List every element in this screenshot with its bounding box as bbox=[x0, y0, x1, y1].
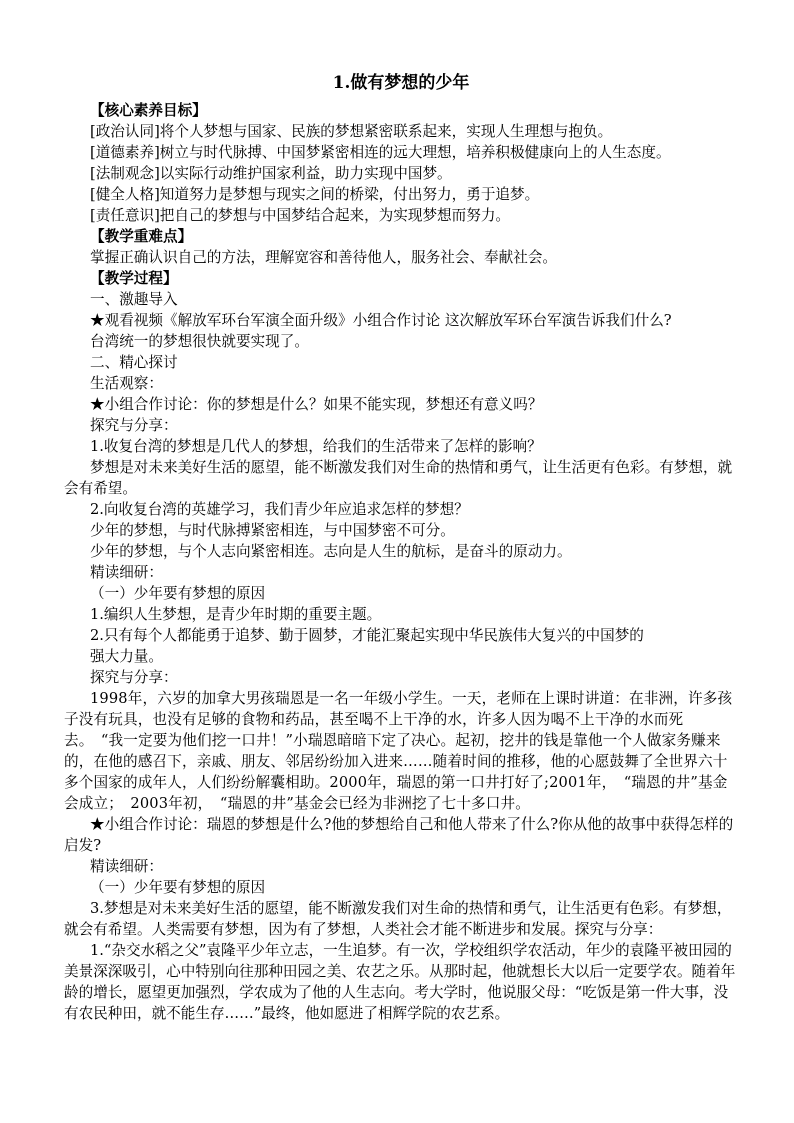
paragraph: 【教学过程】 bbox=[90, 270, 178, 287]
paragraph: 2.向收复台湾的英雄学习，我们青少年应追求怎样的梦想？ bbox=[90, 501, 469, 518]
paragraph: 1.收复台湾的梦想是几代人的梦想，给我们的生活带来了怎样的影响？ bbox=[90, 438, 542, 455]
paragraph: 【教学重难点】 bbox=[90, 228, 193, 245]
paragraph: 1.“杂交水稻之父”袁隆平少年立志，一生追梦。有一次，学校组织学农活动，年少的袁隆平被田园的美景深深吸引，心中特别向往那种田园之美、农艺之乐。从那时起，他就想长大以后一定要学农。随着年龄的增长，愿望更加强烈，学农成为了他的人生志向。考大学时，他说服父母：“吃饭是第一件大事，没有农民种田，就不能生存……”最终，他如愿进了相辉学院的农艺系。 bbox=[64, 942, 736, 1022]
paragraph: 精读细研： bbox=[90, 858, 163, 875]
paragraph: 1998年，六岁的加拿大男孩瑞恩是一名一年级小学生。一天，老师在上课时讲道：在非洲，许多孩子没有玩具，也没有足够的食物和药品，甚至喝不上干净的水，许多人因为喝不上干净的水而死去。 “我一定要为他们挖一口井！”小瑞恩暗暗下定了决心。起初，挖井的钱是靠他一个人做家务赚来的，在他的感召下，亲戚、朋友、邻居纷纷加入进来……随着时间的推移，他的心愿鼓舞了全世界六十多个国家的成年人，人们纷纷解囊相助。2000年，瑞恩的第一口井打好了;2001年， “瑞恩的井”基金会成立； 2003年初， “瑞恩的井”基金会已经为非洲挖了七十多口井。 bbox=[64, 690, 733, 812]
paragraph: 台湾统一的梦想很快就要实现了。 bbox=[90, 333, 309, 350]
paragraph: 二、精心探讨 bbox=[90, 354, 178, 371]
paragraph: 1.编织人生梦想，是青少年时期的重要主题。 bbox=[90, 606, 382, 623]
paragraph: [健全人格]知道努力是梦想与现实之间的桥梁，付出努力，勇于追梦。 bbox=[90, 186, 540, 203]
paragraph: 精读细研： bbox=[90, 564, 163, 581]
paragraph: ★观看视频《解放军环台军演全面升级》小组合作讨论 这次解放军环台军演告诉我们什么? bbox=[90, 312, 672, 329]
paragraph: 强大力量。 bbox=[90, 648, 163, 665]
document-title: 1.做有梦想的少年 bbox=[332, 73, 470, 93]
paragraph: （一）少年要有梦想的原因 bbox=[90, 585, 266, 602]
paragraph: 3.梦想是对未来美好生活的愿望，能不断激发我们对生命的热情和勇气，让生活更有色彩。有梦想，就会有希望。人类需要有梦想，因为有了梦想，人类社会才能不断进步和发展。探究与分享： bbox=[64, 900, 732, 938]
paragraph: 少年的梦想，与个人志向紧密相连。志向是人生的航标，是奋斗的原动力。 bbox=[90, 543, 572, 560]
paragraph: 2.只有每个人都能勇于追梦、勤于圆梦，才能汇聚起实现中华民族伟大复兴的中国梦的 bbox=[90, 627, 644, 644]
paragraph: 探究与分享： bbox=[90, 669, 178, 686]
paragraph: 【核心素养目标】 bbox=[90, 102, 207, 119]
document-body bbox=[64, 100, 738, 1024]
paragraph: 梦想是对未来美好生活的愿望，能不断激发我们对生命的热情和勇气，让生活更有色彩。有梦想，就会有希望。 bbox=[64, 459, 733, 497]
paragraph: [责任意识]把自己的梦想与中国梦结合起来，为实现梦想而努力。 bbox=[90, 207, 511, 224]
paragraph: 探究与分享： bbox=[90, 417, 178, 434]
paragraph: [政治认同]将个人梦想与国家、民族的梦想紧密联系起来，实现人生理想与抱负。 bbox=[90, 123, 613, 140]
paragraph: 掌握正确认识自己的方法，理解宽容和善待他人，服务社会、奉献社会。 bbox=[90, 249, 558, 266]
paragraph: 少年的梦想，与时代脉搏紧密相连，与中国梦密不可分。 bbox=[90, 522, 455, 539]
paragraph: （一）少年要有梦想的原因 bbox=[90, 879, 266, 896]
paragraph: ★小组合作讨论：你的梦想是什么？如果不能实现，梦想还有意义吗？ bbox=[90, 396, 543, 413]
paragraph: 一、激趣导入 bbox=[90, 291, 178, 308]
paragraph: ★小组合作讨论：瑞恩的梦想是什么?他的梦想给自己和他人带来了什么?你从他的故事中获得怎样的启发? bbox=[64, 816, 734, 854]
paragraph: [法制观念]以实际行动维护国家利益，助力实现中国梦。 bbox=[90, 165, 452, 182]
paragraph: 生活观察： bbox=[90, 375, 163, 392]
paragraph: [道德素养]树立与时代脉搏、中国梦紧密相连的远大理想，培养积极健康向上的人生态度。 bbox=[90, 144, 671, 161]
